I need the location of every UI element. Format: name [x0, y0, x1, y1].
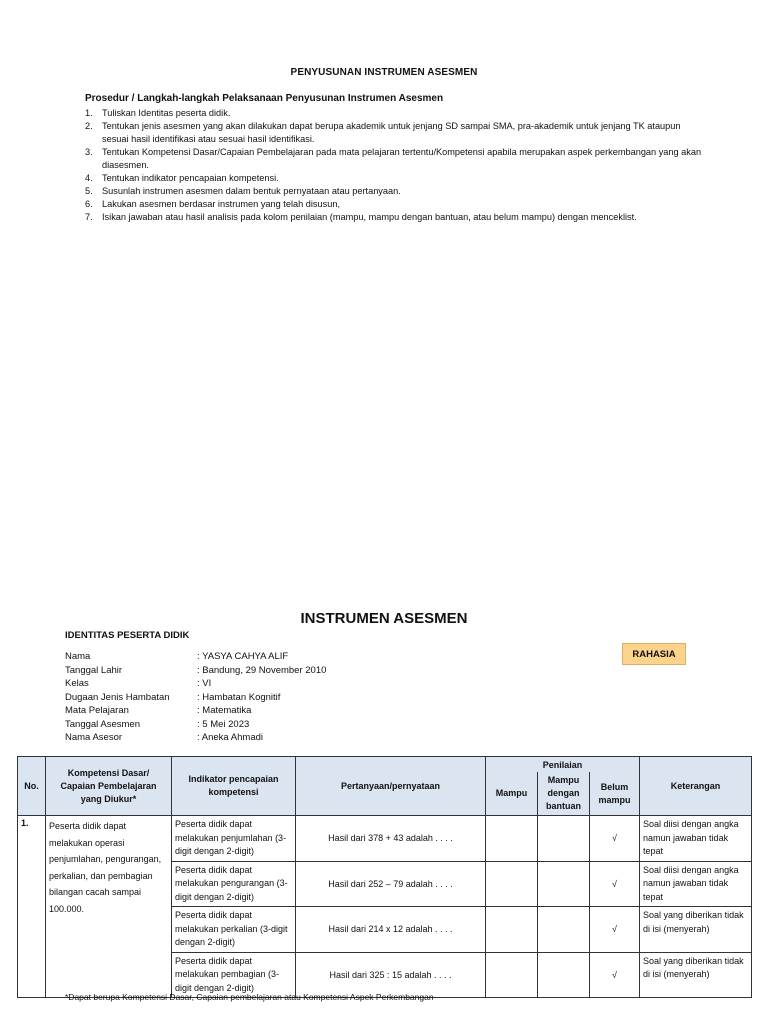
header-kd: Kompetensi Dasar/ Capaian Pembelajaran yang Diukur*	[46, 757, 172, 816]
identity-label: Dugaan Jenis Hambatan	[65, 691, 170, 703]
table-row	[18, 816, 752, 862]
identity-row	[65, 704, 417, 718]
check-mark: √	[590, 816, 640, 862]
header-mampu: Mampu	[486, 772, 538, 816]
procedure-step	[85, 185, 705, 198]
mampu-cell	[486, 861, 538, 907]
keterangan-cell: Soal yang diberikan tidak di isi (menyerah)	[640, 952, 752, 998]
keterangan-cell: Soal diisi dengan angka namun jawaban tidak tepat	[640, 861, 752, 907]
pertanyaan-cell: Hasil dari 214 x 12 adalah . . . .	[296, 907, 486, 953]
procedure-step	[85, 172, 705, 185]
procedure-list	[85, 107, 705, 224]
pertanyaan-cell: Hasil dari 325 : 15 adalah . . . .	[296, 952, 486, 998]
procedure-step	[85, 146, 705, 172]
row-number: 1.	[18, 816, 46, 998]
check-mark: √	[590, 861, 640, 907]
keterangan-cell: Soal yang diberikan tidak di isi (menyerah)	[640, 907, 752, 953]
step-number: 2.	[85, 121, 93, 131]
identity-value: : Matematika	[197, 705, 252, 716]
header-keterangan: Keterangan	[640, 757, 752, 816]
step-text: Isikan jawaban atau hasil analisis pada kolom penilaian (mampu, mampu dengan bantuan, atau belum mampu) dengan menceklist.	[102, 212, 637, 222]
check-mark: √	[590, 907, 640, 953]
mampu-bantuan-cell	[538, 861, 590, 907]
step-number: 1.	[85, 108, 93, 118]
step-text: Tentukan indikator pencapaian kompetensi.	[102, 173, 279, 183]
header-indikator: Indikator pencapaian kompetensi	[172, 757, 296, 816]
footnote: *Dapat berupa Kompetensi Dasar, Capaian pembelajaran atau Kompetensi Aspek Perkembangan	[65, 992, 434, 1002]
header-mampu-bantuan: Mampu dengan bantuan	[538, 772, 590, 816]
keterangan-cell: Soal diisi dengan angka namun jawaban tidak tepat	[640, 816, 752, 862]
step-number: 5.	[85, 186, 93, 196]
identity-row	[65, 718, 417, 732]
identity-value: : VI	[197, 678, 212, 689]
identity-label: Kelas	[65, 678, 89, 689]
identity-value: : Hambatan Kognitif	[197, 691, 281, 703]
procedure-step	[85, 120, 705, 146]
header-pertanyaan: Pertanyaan/pernyataan	[296, 757, 486, 816]
instrument-title: INSTRUMEN ASESMEN	[300, 610, 468, 627]
identity-row	[65, 650, 417, 664]
mampu-cell	[486, 816, 538, 862]
identity-table	[65, 650, 417, 745]
step-number: 4.	[85, 173, 93, 183]
step-text: Susunlah instrumen asesmen dalam bentuk pernyataan atau pertanyaan.	[102, 186, 401, 196]
mampu-cell	[486, 907, 538, 953]
mampu-bantuan-cell	[538, 816, 590, 862]
indikator-cell: Peserta didik dapat melakukan pengurangan (3-digit dengan 2-digit)	[172, 861, 296, 907]
identity-label: Mata Pelajaran	[65, 705, 129, 716]
step-number: 3.	[85, 147, 93, 157]
check-mark: √	[590, 952, 640, 998]
step-text: Tuliskan Identitas peserta didik.	[102, 108, 231, 118]
mampu-bantuan-cell	[538, 952, 590, 998]
indikator-cell: Peserta didik dapat melakukan penjumlahan (3-digit dengan 2-digit)	[172, 816, 296, 862]
pertanyaan-cell: Hasil dari 252 – 79 adalah . . . .	[296, 861, 486, 907]
mampu-bantuan-cell	[538, 907, 590, 953]
identity-row	[65, 731, 417, 745]
identity-row	[65, 691, 417, 705]
identity-value: : Bandung, 29 November 2010	[197, 664, 327, 676]
identity-label: Nama	[65, 651, 91, 662]
header-penilaian: Penilaian	[486, 757, 640, 773]
pertanyaan-cell: Hasil dari 378 + 43 adalah . . . .	[296, 816, 486, 862]
confidential-badge: RAHASIA	[622, 643, 686, 665]
indikator-cell: Peserta didik dapat melakukan pembagian (3-digit dengan 2-digit)	[172, 952, 296, 998]
step-number: 6.	[85, 199, 93, 209]
step-text: Tentukan Kompetensi Dasar/Capaian Pembelajaran pada mata pelajaran tertentu/Kompetensi apabila merupakan aspek perkembangan yang akan diasesmen.	[102, 147, 702, 170]
page-title: PENYUSUNAN INSTRUMEN ASESMEN	[290, 67, 478, 78]
identity-value: : Aneka Ahmadi	[197, 732, 264, 743]
mampu-cell	[486, 952, 538, 998]
header-belum: Belum mampu	[590, 772, 640, 816]
identity-heading: IDENTITAS PESERTA DIDIK	[65, 630, 190, 641]
kd-cell: Peserta didik dapat melakukan operasi penjumlahan, pengurangan, perkalian, dan pembagian bilangan cacah sampai 100.000.	[46, 816, 172, 998]
identity-label: Nama Asesor	[65, 732, 123, 743]
header-no: No.	[18, 757, 46, 816]
procedure-step	[85, 107, 705, 120]
step-number: 7.	[85, 212, 93, 222]
step-text: Tentukan jenis asesmen yang akan dilakukan dapat berupa akademik untuk jenjang SD sampai SMA, pra-akademik untuk jenjang TK ataupun sesuai hasil identifikasi atau sesuai hasil identifikasi.	[102, 121, 681, 144]
identity-value: : YASYA CAHYA ALIF	[197, 651, 289, 662]
procedure-step	[85, 211, 705, 224]
identity-value: : 5 Mei 2023	[197, 718, 250, 730]
indikator-cell: Peserta didik dapat melakukan perkalian (3-digit dengan 2-digit)	[172, 907, 296, 953]
procedure-step	[85, 198, 705, 211]
identity-row	[65, 664, 417, 678]
procedure-heading: Prosedur / Langkah-langkah Pelaksanaan Penyusunan Instrumen Asesmen	[85, 93, 444, 104]
identity-label: Tanggal Lahir	[65, 664, 123, 676]
identity-row	[65, 677, 417, 691]
assessment-table	[17, 756, 752, 998]
identity-label: Tanggal Asesmen	[65, 718, 140, 730]
step-text: Lakukan asesmen berdasar instrumen yang telah disusun,	[102, 199, 340, 209]
